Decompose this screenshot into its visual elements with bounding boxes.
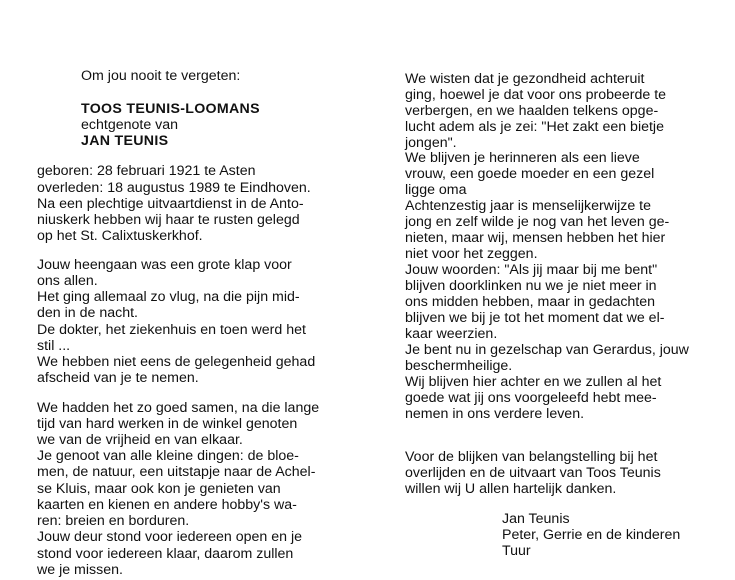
right-para2-line: We blijven je herinneren als een lieve xyxy=(405,150,640,166)
right-para2-line: blijven we bij je tot het moment dat we el- xyxy=(405,310,665,326)
right-para1-line: lucht adem als je zei: "Het zakt een bietje xyxy=(405,119,664,135)
para3-line: We hadden het zo goed samen, na die lange xyxy=(37,400,320,416)
para2-line: Het ging allemaal zo vlug, na die pijn mid- xyxy=(37,289,300,305)
right-para2-line: goede wat jij ons voorgeleefd hebt mee- xyxy=(405,390,657,406)
right-para2-line: Je bent nu in gezelschap van Gerardus, jouw xyxy=(405,342,689,358)
right-para2-line: nieten, maar wij, mensen hebben het hier xyxy=(405,230,666,246)
bio-line: Na een plechtige uitvaartdienst in de Anto- xyxy=(37,196,304,212)
para3-line: we van de vrijheid en van elkaar. xyxy=(37,432,243,448)
para2-line: den in de nacht. xyxy=(37,305,138,321)
right-para2-line: jong en zelf wilde je nog van het leven ge- xyxy=(405,214,670,230)
para3-line: tijd van hard werken in de winkel genoten xyxy=(37,416,298,432)
para3-line: Jouw deur stond voor iedereen open en je xyxy=(37,529,303,545)
para3-line: we je missen. xyxy=(37,562,123,578)
right-para2-line: niet voor het zeggen. xyxy=(405,246,538,262)
right-para2-line: ons midden hebben, maar in gedachten xyxy=(405,294,656,310)
right-para2-line: vrouw, een goede moeder en een gezel xyxy=(405,166,655,182)
thanks-line: Voor de blijken van belangstelling bij het xyxy=(405,449,658,465)
signature-line: Jan Teunis xyxy=(502,511,570,527)
right-para1-line: jongen". xyxy=(405,135,457,151)
signature-line: Peter, Gerrie en de kinderen xyxy=(502,527,681,543)
spouse-name: JAN TEUNIS xyxy=(81,133,169,149)
right-para2-line: Wij blijven hier achter en we zullen al het xyxy=(405,374,662,390)
deceased-name: TOOS TEUNIS-LOOMANS xyxy=(81,101,260,117)
para2-line: stil ... xyxy=(37,338,71,354)
bio-line: geboren: 28 februari 1921 te Asten xyxy=(37,163,256,179)
para3-line: kaarten en kienen en andere hobby's wa- xyxy=(37,497,297,513)
para3-line: stond voor iedereen klaar, daarom zullen xyxy=(37,546,294,562)
right-para2-line: beschermheilige. xyxy=(405,358,513,374)
para2-line: afscheid van je te nemen. xyxy=(37,370,199,386)
right-para2-line: blijven doorklinken nu we je niet meer in xyxy=(405,278,657,294)
right-para2-line: ligge oma xyxy=(405,182,467,198)
right-para2-line: Jouw woorden: "Als jij maar bij me bent" xyxy=(405,262,658,278)
para3-line: se Kluis, maar ook kon je genieten van xyxy=(37,481,281,497)
bio-line: overleden: 18 augustus 1989 te Eindhoven. xyxy=(37,180,311,196)
right-para1-line: We wisten dat je gezondheid achteruit xyxy=(405,71,645,87)
thanks-line: willen wij U allen hartelijk danken. xyxy=(405,481,617,497)
intro-line: Om jou nooit te vergeten: xyxy=(81,68,241,84)
spouse-label: echtgenote van xyxy=(81,117,179,133)
para2-line: We hebben niet eens de gelegenheid gehad xyxy=(37,354,316,370)
para2-line: ons allen. xyxy=(37,273,98,289)
right-para1-line: verbergen, en we haalden telkens opge- xyxy=(405,103,659,119)
right-para2-line: nemen in ons verdere leven. xyxy=(405,406,585,422)
para3-line: ren: breien en borduren. xyxy=(37,513,190,529)
bio-line: niuskerk hebben wij haar te rusten gelegd xyxy=(37,212,300,228)
bio-line: op het St. Calixtuskerkhof. xyxy=(37,228,203,244)
right-para2-line: kaar weerzien. xyxy=(405,326,498,342)
para3-line: Je genoot van alle kleine dingen: de bloe- xyxy=(37,448,299,464)
para2-line: Jouw heengaan was een grote klap voor xyxy=(37,257,292,273)
para3-line: men, de natuur, een uitstapje naar de Achel- xyxy=(37,464,316,480)
signature-line: Tuur xyxy=(502,543,531,559)
para2-line: De dokter, het ziekenhuis en toen werd het xyxy=(37,322,306,338)
right-para1-line: ging, hoewel je dat voor ons probeerde te xyxy=(405,87,667,103)
right-para2-line: Achtenzestig jaar is menselijkerwijze te xyxy=(405,198,652,214)
thanks-line: overlijden en de uitvaart van Toos Teunis xyxy=(405,465,661,481)
